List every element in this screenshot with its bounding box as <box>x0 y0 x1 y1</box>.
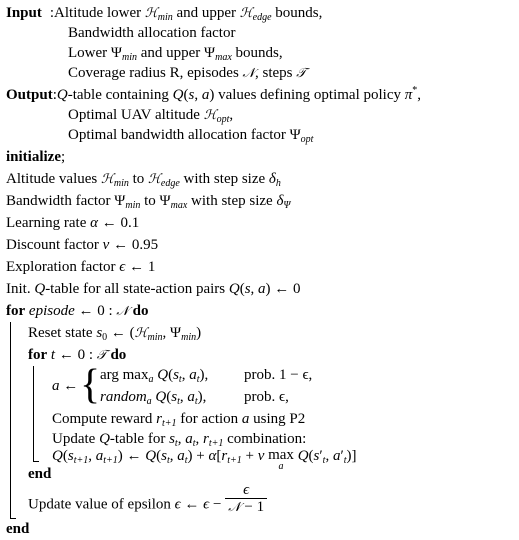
initialize-sep: ; <box>61 149 66 165</box>
update-q-text: Update Q-table for $s_t$, $a_t$, $r_{t+1}$ combination: <box>52 431 307 449</box>
init-exploration: Exploration factor ϵ ← 1 <box>6 259 156 275</box>
init-altitude: Altitude values ℋ$_{min}$ to ℋ$_{edge}$ with step size $\delta_h$ <box>6 171 281 189</box>
case-1: arg $\max_a Q(s_t$, $a_t$), <box>100 367 209 385</box>
end-outer <box>6 520 29 538</box>
outer-block-bar <box>10 322 11 518</box>
inner-block-bar <box>33 366 34 461</box>
init-discount: Discount factor ν ← 0.95 <box>6 237 159 253</box>
outer-block-hook <box>10 518 16 519</box>
case-1-prob: prob. 1 − ϵ, <box>244 367 313 383</box>
q-update-equation: $Q(s_{t+1}$, $a_{t+1}$) ← $Q(s_t$, $a_t) + \alpha[r_{t+1} + \nu$ max a $Q(s'_t$, $a'_t$)] <box>52 447 357 472</box>
case-2: random$_a$ $Q(s_t$, $a_t$), <box>100 389 207 407</box>
update-epsilon-line: Update value of epsilon ϵ ← ϵ − $\frac{\epsilon}{\text{𝒩 − 1}}$ <box>28 494 267 516</box>
epsilon-fraction: $\frac{\epsilon}{\text{𝒩 − 1}}$ <box>225 482 267 516</box>
action-lhs: a ← <box>52 378 79 394</box>
inner-block-hook <box>33 461 39 462</box>
output-label: Output <box>6 87 53 103</box>
output-line-3: Optimal bandwidth allocation factor $\Psi_{opt}$ <box>68 127 314 145</box>
case-2-prob: prob. ϵ, <box>244 389 289 405</box>
input-line-3: Lower $\Psi_{min}$ and upper $\Psi_{max}$ bounds, <box>68 45 283 63</box>
init-learning-rate: Learning rate α ← 0.1 <box>6 215 140 231</box>
output-sep: : <box>52 87 57 103</box>
initialize-line <box>6 148 65 166</box>
initialize-keyword: initialize <box>6 149 61 165</box>
for-episode-line: for episode ← 0 : 𝒩 do <box>6 303 149 319</box>
end-outer-keyword: end <box>6 521 30 537</box>
init-qtable: Init. Q-table for all state-action pairs Q(s, a) ← 0 <box>6 281 301 297</box>
cases-brace: { <box>80 362 101 408</box>
reset-state-line: Reset state $s_0$ ← (ℋ$_{min}$, $\Psi_{min}$) <box>28 325 202 343</box>
for-t-line: for t ← 0 : 𝒯 do <box>28 347 127 363</box>
input-sep: : <box>49 5 55 21</box>
input-line-1: Input :Altitude lower ℋ$_{min}$ and upper ℋ$_{edge}$ bounds, <box>6 5 323 23</box>
input-line-2: Bandwidth allocation factor <box>68 25 236 41</box>
epsilon-fraction-num: ϵ <box>225 482 267 499</box>
end-inner <box>28 465 51 483</box>
input-label: Input <box>6 5 42 21</box>
compute-reward-line: Compute reward $r_{t+1}$ for action a using P2 <box>52 411 306 429</box>
output-line-1: Output:Q-table containing Q(s, a) values defining optimal policy π*, <box>6 85 421 103</box>
end-inner-keyword: end <box>28 466 52 482</box>
init-bandwidth: Bandwidth factor $\Psi_{min}$ to $\Psi_{max}$ with step size $\delta_\Psi$ <box>6 193 291 211</box>
output-line-2: Optimal UAV altitude ℋ$_{opt}$, <box>68 107 234 125</box>
input-line-4: Coverage radius R, episodes 𝒩, steps 𝒯 <box>68 65 307 81</box>
